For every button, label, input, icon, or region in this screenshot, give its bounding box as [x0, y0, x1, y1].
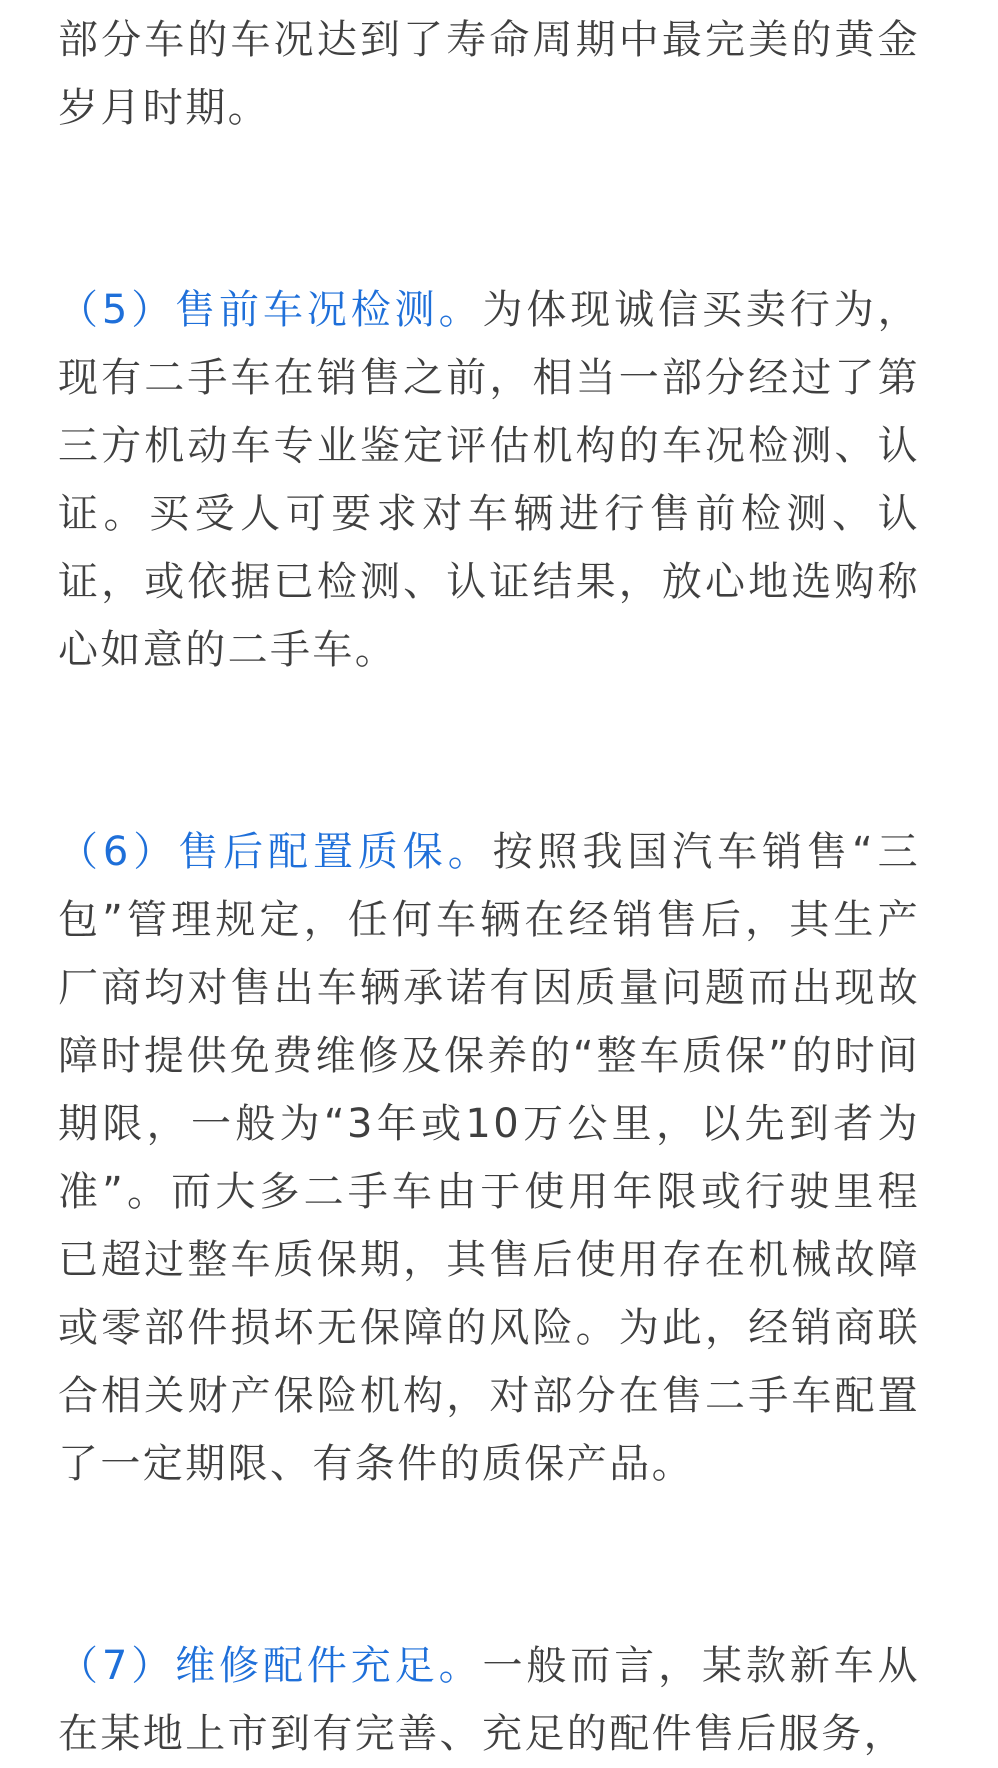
section-6-paragraph	[58, 818, 920, 1498]
section-6-body: 按照我国汽车销售“三包”管理规定，任何车辆在经销售后，其生产厂商均对售出车辆承诺有因质量问题而出现故障时提供免费维修及保养的“整车质保”的时间期限，一般为“3年或10万公里，以先到者为准”。而大多二手车由于使用年限或行驶里程已超过整车质保期，其售后使用存在机械故障或零部件损坏无保障的风险。为此，经销商联合相关财产保险机构，对部分在售二手车配置了一定期限、有条件的质保产品。	[58, 829, 920, 1487]
section-5-heading: （5）售前车况检测。	[58, 287, 483, 333]
section-5-paragraph	[58, 276, 920, 684]
section-5-body: 为体现诚信买卖行为，现有二手车在销售之前，相当一部分经过了第三方机动车专业鉴定评估机构的车况检测、认证。买受人可要求对车辆进行售前检测、认证，或依据已检测、认证结果，放心地选购称心如意的二手车。	[58, 287, 921, 673]
section-6-heading: （6）售后配置质保。	[58, 829, 493, 875]
section-7-heading: （7）维修配件充足。	[58, 1643, 483, 1689]
section-7-body: 一般而言，某款新车从在某地上市到有完善、充足的配件售后服务，	[58, 1643, 921, 1757]
paragraph-spacer	[58, 684, 920, 818]
paragraph-spacer	[58, 142, 920, 276]
paragraph-spacer	[58, 1498, 920, 1632]
intro-text: 部分车的车况达到了寿命周期中最完美的黄金岁月时期。	[58, 17, 920, 131]
article-body	[58, 0, 920, 1768]
intro-paragraph	[58, 6, 920, 142]
section-7-paragraph	[58, 1632, 920, 1768]
